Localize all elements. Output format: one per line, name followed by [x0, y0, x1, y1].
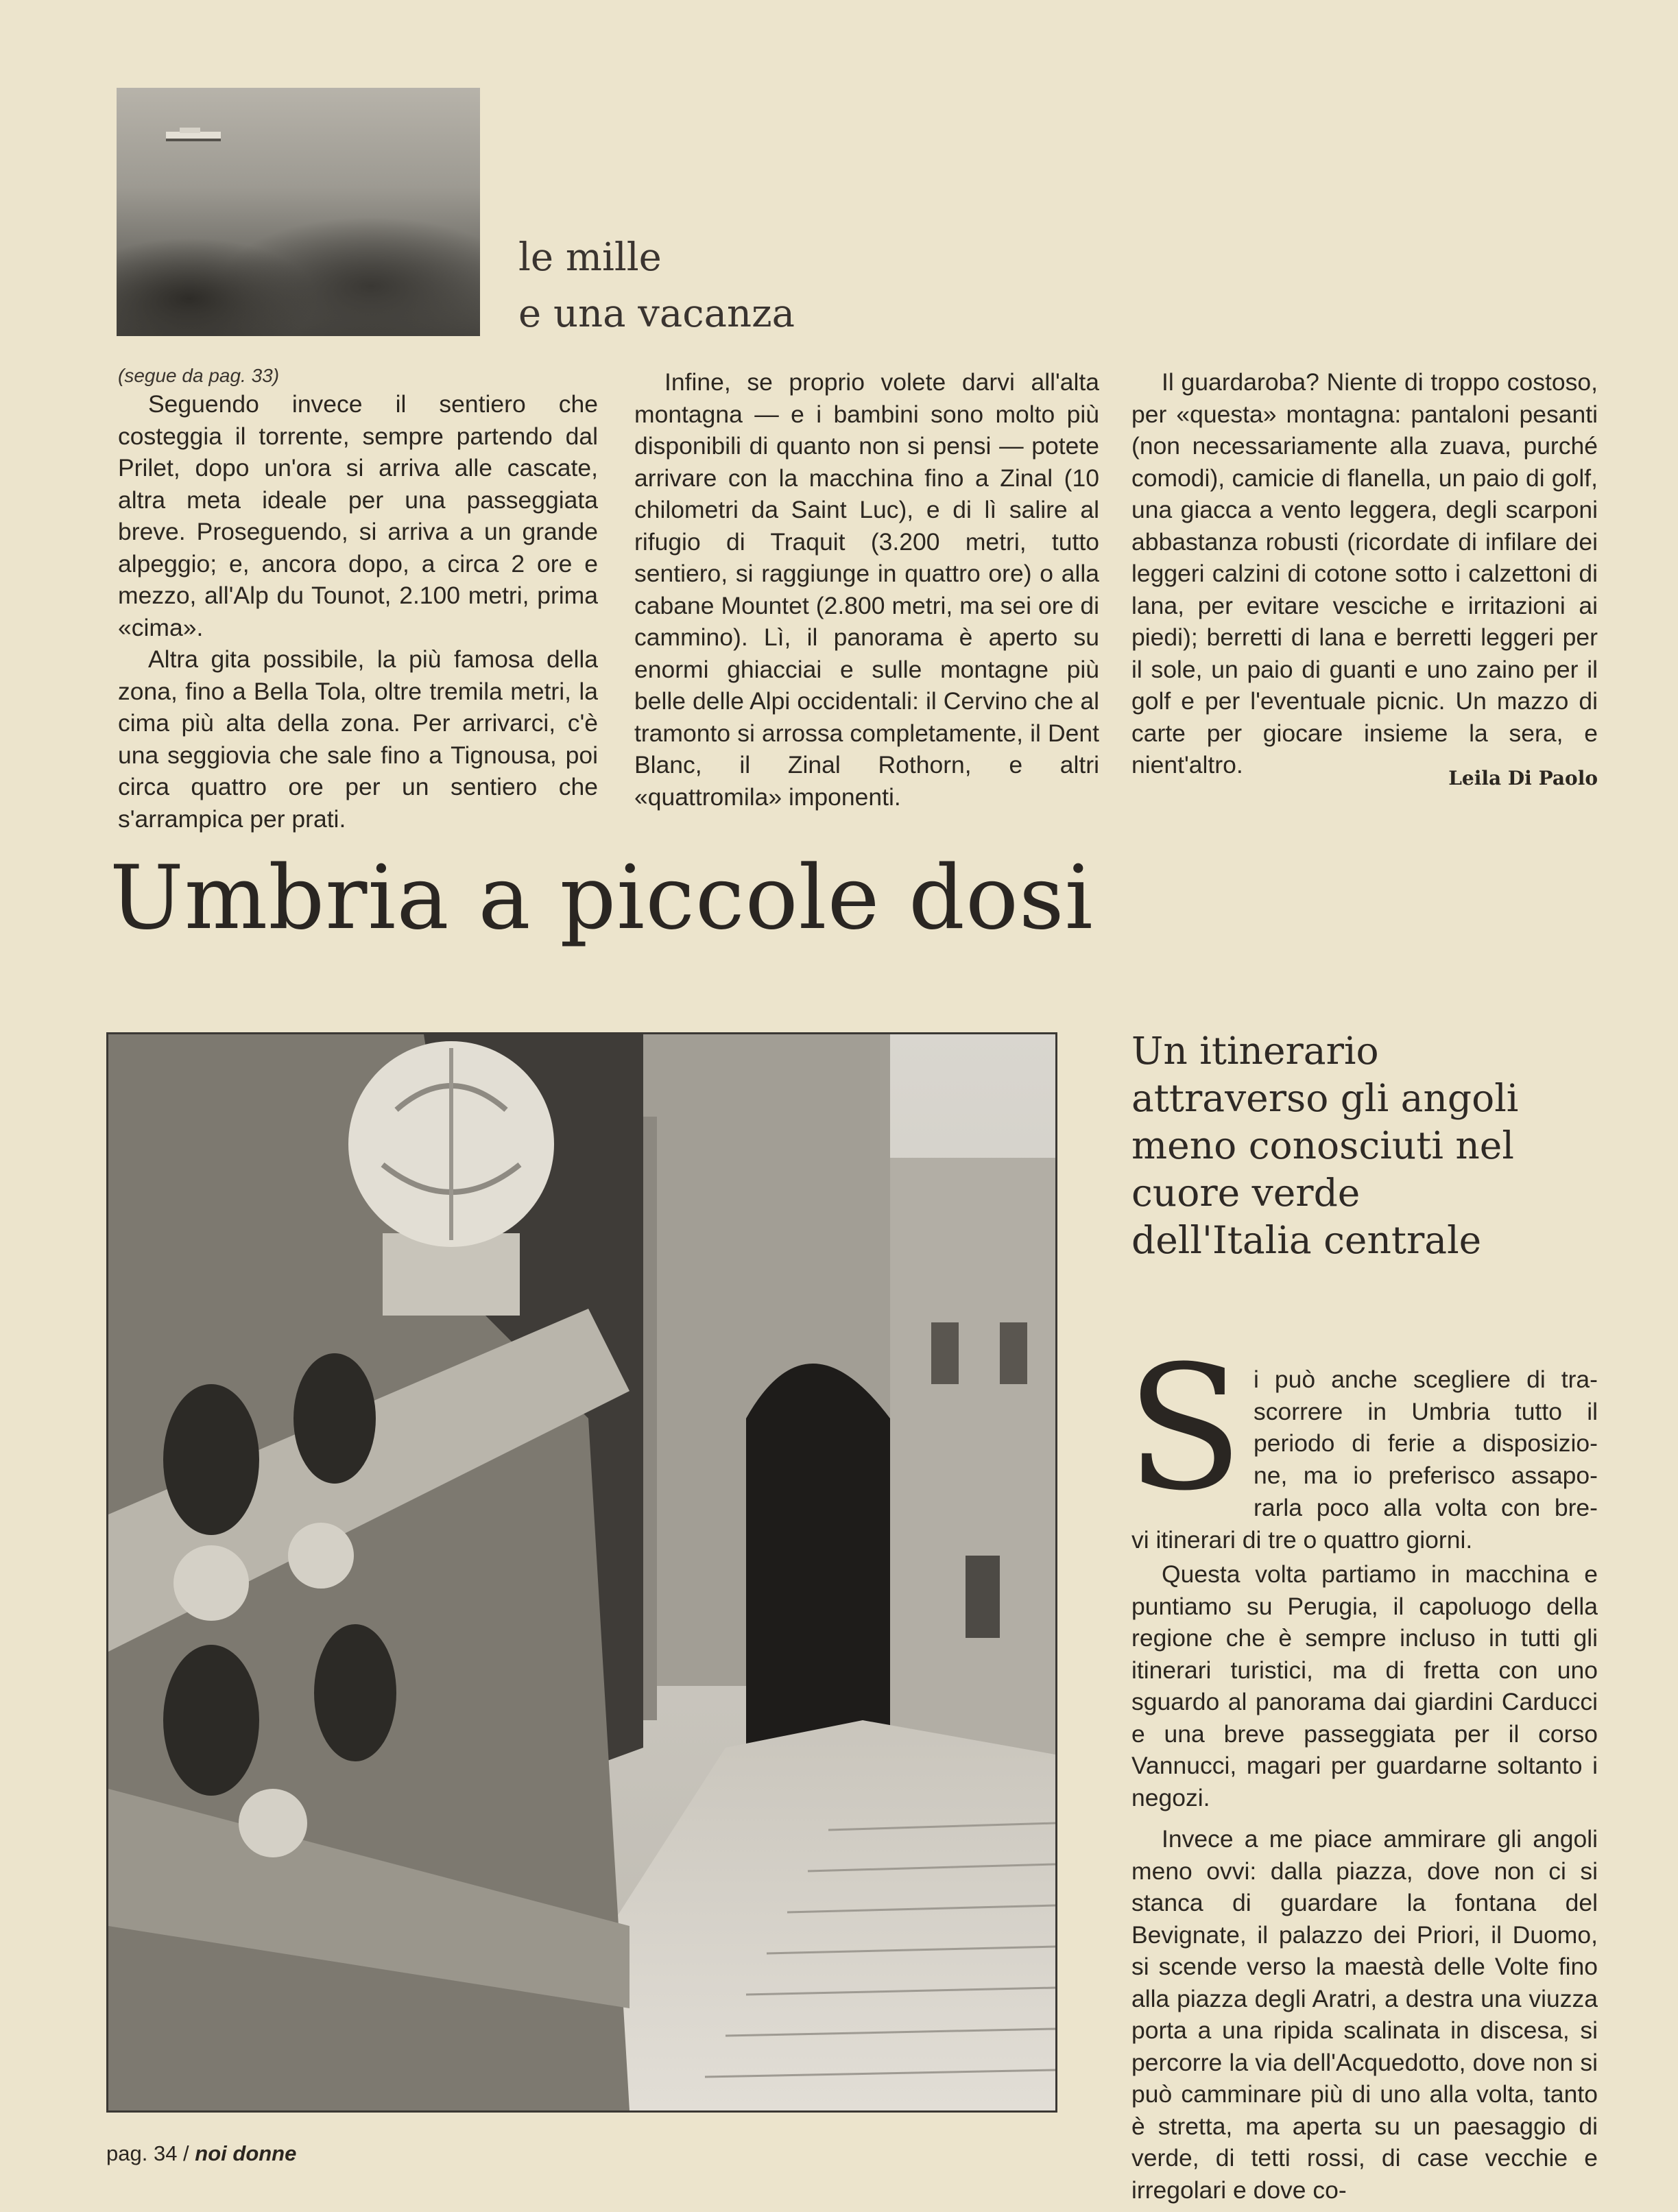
magazine-brand: noi donne	[195, 2141, 297, 2165]
paragraph: Il guardaroba? Niente di troppo costoso, per «questa» montagna: pantaloni pesanti (non necessariamente alla zuava, purché comodi), camicie di flanella, un paio di golf, una giacca a vento leggera, degli scarponi abbastanza robusti (ricordate di infilare dei leggeri calzini di cotone sotto i calzettoni di lana, per evitare vesciche e irritazioni ai piedi); berretti di lana e berretti leggeri per il sole, un paio di guanti e uno zaino per il golf e per l'eventuale picnic. Un mazzo di carte per giocare insieme la sera, e nient'altro.	[1131, 368, 1598, 778]
text-line: rarla poco alla volta con bre-	[1254, 1494, 1598, 1521]
text-line: vi itinerari di tre o quattro giorni.	[1131, 1525, 1473, 1554]
dropcap-paragraph	[1254, 1364, 1598, 1491]
author-byline: Leila Di Paolo	[1448, 767, 1598, 789]
feature-headline: Umbria a piccole dosi	[110, 847, 1094, 949]
street-arch-illustration	[108, 1034, 1055, 2110]
feature-deck	[1131, 1027, 1625, 1264]
text-line: i può anche scegliere di tra-	[1254, 1366, 1598, 1393]
paragraph: Seguendo invece il sentiero che costeggia il torrente, sempre partendo dal Prilet, dopo un'ora si arriva alle cascate, altra meta ideale per una passeggiata breve. Proseguendo, si arriva a un grande alpeggio; e, ancora dopo, a circa 2 ore e mezzo, all'Alp du Tounot, 2.100 metri, prima «cima».	[118, 390, 598, 641]
text-line: ne, ma io preferisco assapo-	[1254, 1461, 1598, 1489]
paragraph: Altra gita possibile, la più famosa della zona, fino a Bella Tola, oltre tremila metri, la cima più alta della zona. Per arrivarci, c'è una seggiovia che sale fino a Tignousa, poi circa quattro ore per un sentiero che s'arrampica per prati.	[118, 645, 598, 833]
article-title-line1: le mille	[518, 235, 662, 280]
feature-body	[1131, 1558, 1598, 2206]
paragraph: Infine, se proprio volete darvi all'alta montagna — e i bambini sono molto più disponibili di quanto non si pensi — potete arrivare con la macchina fino a Zinal (10 chilometri da Saint Luc), e di lì salire al rifugio di Traquit (3.200 metri, tutto sentiero, si raggiunge in quattro ore) o alla cabane Mountet (2.800 metri, ma sei ore di cammino). Lì, il panorama è aperto su enormi ghiacciai e sulle montagne più belle delle Alpi occidentali: il Cervino che al tramonto si arrossa completamente, il Dent Blanc, il Zinal Rothorn, e altri «quattromila» imponenti.	[634, 368, 1099, 811]
top-photo-sea	[117, 88, 480, 336]
dropcap-paragraph-end	[1131, 1492, 1598, 1556]
column-3	[1131, 366, 1598, 781]
paragraph: Invece a me piace ammirare gli angoli meno ovvi: dalla piazza, dove non ci si stanca di guardare la fontana del Bevignate, il palazzo dei Priori, il Duomo, si scende verso la maestà delle Volte fino alla piazza degli Aratri, a destra una viuzza porta a una ripida scalinata in discesa, si percorre la via dell'Acquedotto, dove non si può camminare più di uno alla volta, tanto è stretta, ma aperta su un paesaggio di verde, di tetti rossi, di case vecchie e irregolari e dove co-	[1131, 1825, 1598, 2204]
boat-icon	[159, 126, 235, 144]
main-photo-perugia-street	[106, 1032, 1057, 2113]
deck-line: meno conosciuti nel	[1131, 1123, 1514, 1167]
column-2	[634, 366, 1099, 813]
continued-from-caption: (segue da pag. 33)	[118, 365, 280, 386]
text-line: periodo di ferie a disposizio-	[1254, 1429, 1598, 1457]
drop-cap: S	[1126, 1329, 1244, 1528]
column-1	[118, 388, 598, 835]
article-title-line2: e una vacanza	[518, 292, 795, 336]
text-line: scorrere in Umbria tutto il	[1254, 1397, 1598, 1425]
deck-line: cuore verde	[1131, 1171, 1361, 1215]
paragraph: Questa volta partiamo in macchina e puntiamo su Perugia, il capoluogo della regione che è sempre incluso in tutti gli itinerari turistici, ma di fretta con uno sguardo al panorama dai giardini Carducci e una breve passeggiata per il corso Vannucci, magari per guardarne soltanto i negozi.	[1131, 1560, 1598, 1811]
deck-line: dell'Italia centrale	[1131, 1218, 1482, 1262]
deck-line: Un itinerario	[1131, 1029, 1379, 1073]
page-footer	[106, 2141, 296, 2166]
deck-line: attraverso gli angoli	[1131, 1076, 1519, 1120]
page-number: pag. 34 /	[106, 2141, 189, 2165]
